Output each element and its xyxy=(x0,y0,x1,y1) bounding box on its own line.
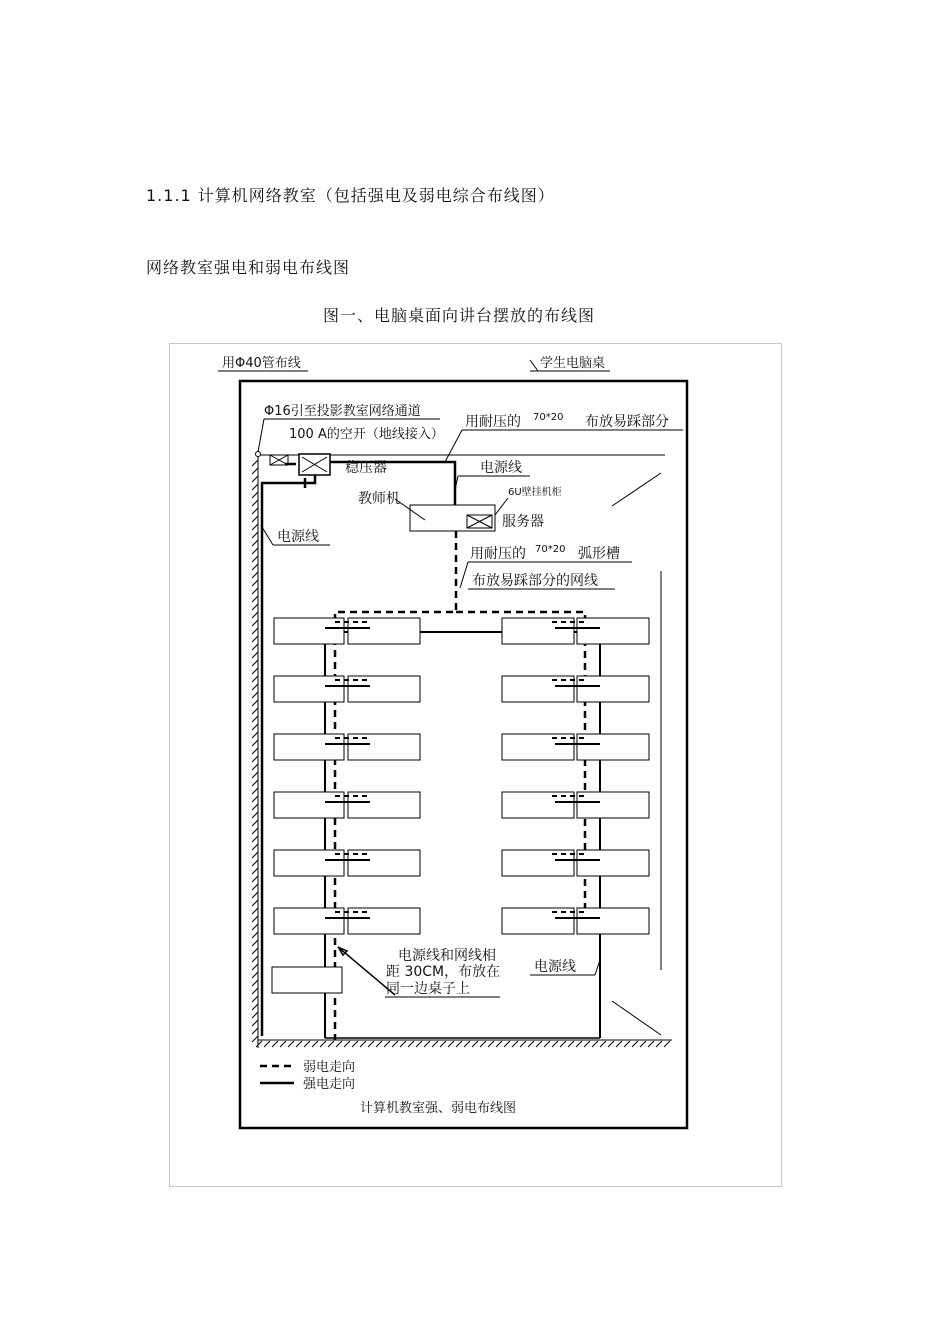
student-desks xyxy=(274,618,649,934)
channel-leader xyxy=(258,419,264,452)
power-line-right-label: 电源线 xyxy=(534,959,576,975)
hatch-mark xyxy=(424,1041,430,1047)
hatch-mark xyxy=(252,676,258,682)
hatch-mark xyxy=(272,1041,278,1047)
hatch-mark xyxy=(252,860,258,866)
teacher-pc-label: 教师机 xyxy=(358,491,400,507)
hatch-mark xyxy=(252,964,258,970)
hatch-mark xyxy=(400,1041,406,1047)
legend-weak-label: 弱电走向 xyxy=(303,1060,356,1075)
hatch-mark xyxy=(252,644,258,650)
wall-cabinet-label: 6U壁挂机柜 xyxy=(508,487,562,498)
hatch-mark xyxy=(252,580,258,586)
desk-left-a xyxy=(274,676,344,702)
hatch-mark xyxy=(312,1041,318,1047)
trunking-top-label-a: 用耐压的 xyxy=(465,414,521,430)
hatch-mark xyxy=(252,732,258,738)
hatch-mark xyxy=(252,820,258,826)
hatch-mark xyxy=(504,1041,510,1047)
student-desk-label: 学生电脑桌 xyxy=(540,356,606,371)
desk-left-a xyxy=(274,734,344,760)
hatch-mark xyxy=(384,1041,390,1047)
hatch-mark xyxy=(368,1041,374,1047)
hatch-mark xyxy=(624,1041,630,1047)
hatch-mark xyxy=(296,1041,302,1047)
hatch-mark xyxy=(252,636,258,642)
hatch-mark xyxy=(304,1041,310,1047)
desk-left-a xyxy=(274,792,344,818)
arc-trunking-label-c: 布放易踩部分的网线 xyxy=(472,573,598,589)
arc-trunking-size: 70*20 xyxy=(535,544,566,555)
conduit-label: 用Φ40管布线 xyxy=(222,356,301,371)
hatch-mark xyxy=(448,1041,454,1047)
arc-trunking-leader xyxy=(460,562,468,588)
hatch-mark xyxy=(252,588,258,594)
arc-trunking-label-a: 用耐压的 xyxy=(470,546,526,562)
hatch-mark xyxy=(528,1041,534,1047)
hatch-mark xyxy=(252,692,258,698)
hatch-mark xyxy=(252,948,258,954)
desk-right-b xyxy=(577,908,649,934)
trunking-top-size: 70*20 xyxy=(533,412,564,423)
desk-right-b xyxy=(577,618,649,644)
hatch-mark xyxy=(252,852,258,858)
hatch-mark xyxy=(252,908,258,914)
trunking-top-label-b: 布放易踩部分 xyxy=(585,414,669,430)
arc-trunking-label-b: 弧形槽 xyxy=(578,546,620,562)
desk-right-b xyxy=(577,850,649,876)
regulator-icon xyxy=(299,454,330,475)
hatch-mark xyxy=(252,756,258,762)
hatch-mark xyxy=(252,844,258,850)
hatch-mark xyxy=(252,972,258,978)
hatch-mark xyxy=(464,1041,470,1047)
hatch-mark xyxy=(252,540,258,546)
hatch-mark xyxy=(456,1041,462,1047)
desk-left-b xyxy=(348,850,420,876)
hatch-mark xyxy=(252,796,258,802)
hatch-mark xyxy=(416,1041,422,1047)
hatch-mark xyxy=(252,484,258,490)
hatch-mark xyxy=(440,1041,446,1047)
hatch-mark xyxy=(252,1028,258,1034)
diagram-title: 计算机教室强、弱电布线图 xyxy=(360,1101,517,1116)
hatch-mark xyxy=(252,532,258,538)
hatch-mark xyxy=(252,996,258,1002)
hatch-mark xyxy=(252,748,258,754)
network-channel-label: Φ16引至投影教室网络通道 xyxy=(264,404,421,419)
hatch-mark xyxy=(252,772,258,778)
hatch-mark xyxy=(352,1041,358,1047)
hatch-mark xyxy=(568,1041,574,1047)
spacing-note-line-3: 同一边桌子上 xyxy=(386,981,470,997)
channel-outlet-dot xyxy=(256,452,261,457)
trunking-top-leader xyxy=(445,430,462,462)
hatch-mark xyxy=(432,1041,438,1047)
breaker-label: 100 A的空开（地线接入） xyxy=(289,427,444,442)
hatch-mark xyxy=(252,724,258,730)
hatch-mark xyxy=(252,764,258,770)
hatch-mark xyxy=(252,780,258,786)
hatch-mark xyxy=(252,924,258,930)
hatch-mark xyxy=(252,500,258,506)
hatch-mark xyxy=(252,572,258,578)
hatch-mark xyxy=(600,1041,606,1047)
desk-right-b xyxy=(577,676,649,702)
hatch-mark xyxy=(252,492,258,498)
hatch-mark xyxy=(328,1041,334,1047)
hatch-mark xyxy=(252,460,258,466)
hatch-mark xyxy=(252,836,258,842)
hatch-mark xyxy=(252,1004,258,1010)
server-label: 服务器 xyxy=(502,514,544,530)
hatch-mark xyxy=(584,1041,590,1047)
subheading: 网络教室强电和弱电布线图 xyxy=(146,258,351,277)
hatch-mark xyxy=(264,1041,270,1047)
hatch-mark xyxy=(252,620,258,626)
hatch-mark xyxy=(640,1041,646,1047)
hatch-mark xyxy=(360,1041,366,1047)
server-icon xyxy=(467,515,492,528)
hatch-mark xyxy=(608,1041,614,1047)
desk-left-a xyxy=(274,618,344,644)
spacing-note-line-1: 电源线和网线相 xyxy=(398,948,496,964)
hatch-mark xyxy=(576,1041,582,1047)
hatch-mark xyxy=(664,1041,670,1047)
hatch-mark xyxy=(252,884,258,890)
power-line-left-label: 电源线 xyxy=(277,529,319,545)
hatch-mark xyxy=(252,956,258,962)
hatch-mark xyxy=(252,476,258,482)
hatch-mark xyxy=(616,1041,622,1047)
hatch-mark xyxy=(344,1041,350,1047)
desk-left-a xyxy=(274,850,344,876)
hatch-mark xyxy=(252,564,258,570)
hatch-mark xyxy=(280,1041,286,1047)
figure-caption: 图一、电脑桌面向讲台摆放的布线图 xyxy=(323,306,596,325)
desk-left-b xyxy=(348,908,420,934)
hatch-mark xyxy=(536,1041,542,1047)
hatch-mark xyxy=(252,468,258,474)
hatch-mark xyxy=(252,1012,258,1018)
hatch-mark xyxy=(252,740,258,746)
hatch-mark xyxy=(472,1041,478,1047)
hatch-mark xyxy=(336,1041,342,1047)
hatch-mark xyxy=(252,708,258,714)
hatch-mark xyxy=(544,1041,550,1047)
desk-left-b xyxy=(348,676,420,702)
hatch-mark xyxy=(252,700,258,706)
regulator-label: 稳压器 xyxy=(345,460,387,476)
hatch-mark xyxy=(252,1020,258,1026)
desk-left-b xyxy=(348,734,420,760)
hatch-mark xyxy=(252,612,258,618)
hatch-mark xyxy=(252,508,258,514)
hatch-mark xyxy=(252,556,258,562)
hatch-mark xyxy=(252,812,258,818)
desk-left-a xyxy=(274,908,344,934)
hatch-mark xyxy=(252,516,258,522)
hatch-mark xyxy=(252,916,258,922)
hatch-mark xyxy=(252,660,258,666)
hatch-mark xyxy=(392,1041,398,1047)
hatch-mark xyxy=(252,1036,258,1042)
spacing-note-line-2: 距 30CM，布放在 xyxy=(386,964,501,980)
hatch-mark xyxy=(320,1041,326,1047)
hatch-mark xyxy=(252,684,258,690)
hatch-mark xyxy=(252,804,258,810)
hatch-mark xyxy=(252,980,258,986)
door-slash-bottom xyxy=(612,1001,661,1035)
hatch-mark xyxy=(252,828,258,834)
hatch-mark xyxy=(252,604,258,610)
hatch-mark xyxy=(496,1041,502,1047)
hatch-mark xyxy=(480,1041,486,1047)
hatch-mark xyxy=(252,628,258,634)
hatch-mark xyxy=(252,788,258,794)
desk-right-b xyxy=(577,734,649,760)
hatch-mark xyxy=(256,1041,262,1047)
hatch-mark xyxy=(376,1041,382,1047)
hatch-mark xyxy=(252,892,258,898)
desk-left-b xyxy=(348,618,420,644)
hatch-mark xyxy=(560,1041,566,1047)
hatch-mark xyxy=(252,900,258,906)
hatch-mark xyxy=(252,524,258,530)
section-heading: 1.1.1 计算机网络教室（包括强电及弱电综合布线图） xyxy=(146,186,555,205)
hatch-mark xyxy=(252,876,258,882)
hatch-mark xyxy=(408,1041,414,1047)
hatch-mark xyxy=(252,988,258,994)
hatch-mark xyxy=(592,1041,598,1047)
hatch-mark xyxy=(252,548,258,554)
cabinet-leader xyxy=(495,498,508,515)
hatch-mark xyxy=(252,596,258,602)
door-slash-top xyxy=(612,473,661,506)
hatch-mark xyxy=(648,1041,654,1047)
spare-desk xyxy=(272,967,342,993)
hatch-mark xyxy=(656,1041,662,1047)
hatch-mark xyxy=(252,652,258,658)
hatch-mark xyxy=(288,1041,294,1047)
hatch-mark xyxy=(252,932,258,938)
hatch-mark xyxy=(552,1041,558,1047)
hatch-mark xyxy=(520,1041,526,1047)
hatch-mark xyxy=(252,868,258,874)
desk-right-b xyxy=(577,792,649,818)
hatch-mark xyxy=(488,1041,494,1047)
desk-left-b xyxy=(348,792,420,818)
legend-strong-label: 强电走向 xyxy=(303,1077,356,1092)
hatch-mark xyxy=(512,1041,518,1047)
power-left-leader xyxy=(262,527,273,545)
hatch-mark xyxy=(252,668,258,674)
hatch-mark xyxy=(632,1041,638,1047)
hatch-mark xyxy=(252,940,258,946)
hatch-mark xyxy=(252,716,258,722)
power-line-top-label: 电源线 xyxy=(480,460,522,476)
